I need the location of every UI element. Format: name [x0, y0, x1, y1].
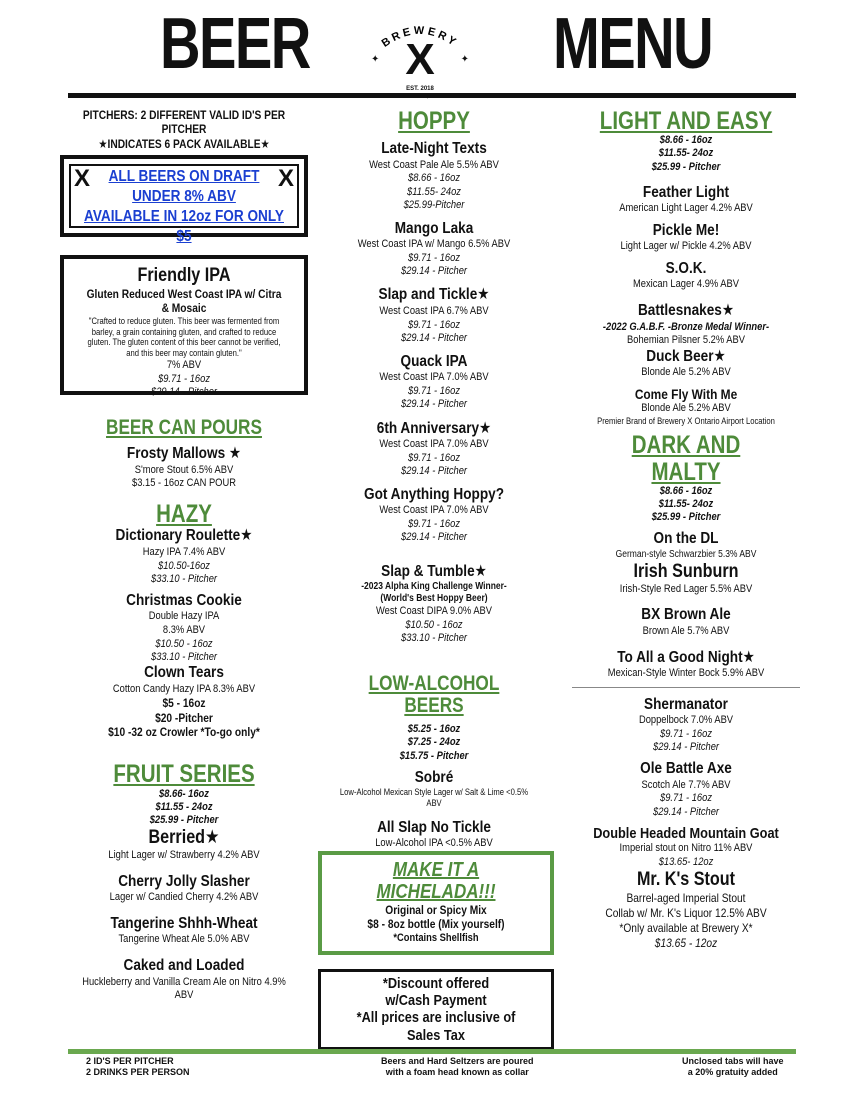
beer-desc: Scotch Ale 7.7% ABV — [641, 778, 731, 791]
price: $7.25 - 24oz — [407, 736, 461, 749]
beer-name: Caked and Loaded — [123, 957, 245, 975]
beer-desc: S'more Stout 6.5% ABV — [134, 463, 234, 476]
section-title-dark: DARK AND MALTY — [631, 431, 741, 486]
price: $33.10 - Pitcher — [150, 650, 218, 663]
beer-desc: 8.3% ABV — [162, 624, 206, 637]
footer-line: a 20% gratuity added — [687, 1066, 778, 1077]
hoppy-item — [318, 140, 550, 212]
footer-line: Beers and Hard Seltzers are poured — [381, 1056, 534, 1066]
column-left — [64, 108, 304, 1003]
price: $8.66 - 16oz — [408, 172, 460, 185]
michelada-line: Original or Spicy Mix — [385, 902, 487, 917]
price: $29.14 - Pitcher — [400, 331, 468, 344]
beer-name: To All a Good Night★ — [617, 648, 755, 666]
beer-desc: Mexican-Style Winter Bock 5.9% ABV — [607, 666, 765, 679]
beer-name: Slap and Tickle★ — [378, 286, 490, 304]
footer-right — [682, 1056, 784, 1078]
beer-name: Clown Tears — [144, 664, 224, 682]
beer-desc: West Coast IPA 7.0% ABV — [379, 371, 489, 384]
price: $5.25 - 16oz — [407, 723, 461, 736]
beer-name: Friendly IPA — [137, 265, 231, 287]
price: $29.14 - Pitcher — [400, 265, 468, 278]
beer-name: Berried★ — [148, 827, 220, 849]
award: (World's Best Hoppy Beer) — [380, 592, 488, 604]
beer-name: Shermanator — [644, 695, 728, 713]
x-mark-icon: X — [277, 165, 294, 193]
price: $29.14 - Pitcher — [400, 531, 468, 544]
beer-name: Tangerine Shhh-Wheat — [110, 915, 258, 932]
section-title-light: LIGHT AND EASY — [599, 107, 773, 135]
price: $29.14 - Pitcher — [150, 385, 218, 398]
beer-desc: Lager w/ Candied Cherry 4.2% ABV — [109, 891, 259, 904]
footer-line: Unclosed tabs will have — [682, 1056, 784, 1066]
price: $25.99 - Pitcher — [149, 814, 219, 827]
price: $10.50 - 16oz — [155, 637, 213, 650]
footer-line: with a foam head known as collar — [385, 1066, 529, 1077]
price: $9.71 - 16oz — [408, 252, 460, 265]
beer-subtitle: Gluten Reduced West Coast IPA w/ Citra & Mosaic — [86, 287, 282, 316]
beer-note: Premier Brand of Brewery X Ontario Airport Location — [597, 415, 775, 426]
beer-desc: Low-Alcohol Mexican Style Lager w/ Salt & Lime <0.5% ABV — [339, 787, 529, 808]
hoppy-item — [318, 286, 550, 345]
michelada-box — [318, 851, 554, 955]
star-icon: ✦ — [460, 54, 469, 65]
beer-desc: Low-Alcohol IPA <0.5% ABV — [375, 837, 493, 850]
footer-center — [381, 1056, 534, 1078]
beer-desc: West Coast IPA 7.0% ABV — [379, 504, 489, 517]
footer-rule — [68, 1049, 796, 1054]
price: $11.55- 24oz — [658, 147, 714, 160]
award: -2023 Alpha King Challenge Winner- — [361, 580, 507, 592]
price: $29.14 - Pitcher — [652, 805, 720, 818]
beer-desc: West Coast IPA w/ Mango 6.5% ABV — [357, 238, 511, 251]
beer-name: Ole Battle Axe — [640, 760, 732, 778]
beer-desc: Blonde Ale 5.2% ABV — [641, 365, 731, 378]
friendly-ipa-box — [60, 255, 308, 398]
footer-line: 2 DRINKS PER PERSON — [86, 1066, 190, 1077]
price: $15.75 - Pitcher — [399, 749, 469, 762]
price: $9.71 - 16oz — [158, 372, 210, 385]
price: $25.99-Pitcher — [403, 198, 465, 211]
beer-desc: Blonde Ale 5.2% ABV — [641, 401, 731, 414]
section-title-hoppy: HOPPY — [398, 107, 470, 135]
beer-desc: West Coast IPA 7.0% ABV — [379, 437, 489, 450]
price: $29.14 - Pitcher — [400, 464, 468, 477]
divider — [572, 687, 800, 688]
discount-box — [318, 969, 554, 1050]
price: $13.65 - 12oz — [654, 935, 718, 950]
price: $10 -32 oz Crowler *To-go only* — [108, 725, 260, 740]
price: $9.71 - 16oz — [660, 792, 712, 805]
beer-desc: Barrel-aged Imperial Stout — [626, 890, 746, 905]
hoppy-item — [318, 420, 550, 479]
footer-left — [86, 1056, 190, 1078]
beer-desc: Light Lager w/ Strawberry 4.2% ABV — [108, 849, 260, 862]
price: $5 - 16oz — [162, 696, 206, 711]
beer-name: BX Brown Ale — [641, 606, 731, 624]
price: $11.55 - 24oz — [155, 800, 213, 813]
beer-name: On the DL — [653, 530, 719, 548]
beer-name: Come Fly With Me — [634, 385, 738, 402]
beer-name: All Slap No Tickle — [377, 818, 491, 836]
brewery-x-logo — [365, 24, 475, 90]
beer-name: Mango Laka — [394, 219, 474, 237]
hoppy-list — [318, 140, 550, 544]
beer-desc: Huckleberry and Vanilla Cream Ale on Nitro 4.9% ABV — [82, 975, 286, 1002]
price: $33.10 - Pitcher — [150, 572, 218, 585]
beer-name: Double Headed Mountain Goat — [593, 824, 779, 842]
column-right — [576, 108, 796, 950]
beer-name: Duck Beer★ — [646, 347, 726, 365]
beer-desc: Brown Ale 5.7% ABV — [642, 624, 730, 637]
draft-line: AVAILABLE IN 12oz FOR ONLY $5 — [84, 208, 284, 246]
beer-name: Frosty Mallows ★ — [126, 445, 242, 463]
price: $29.14 - Pitcher — [652, 741, 720, 753]
beer-desc: Mexican Lager 4.9% ABV — [632, 278, 740, 291]
beer-name: Mr. K's Stout — [636, 868, 736, 890]
price: $9.71 - 16oz — [408, 318, 460, 331]
beer-desc: Double Hazy IPA — [148, 610, 220, 623]
discount-line: *All prices are inclusive of Sales Tax — [356, 1009, 516, 1044]
draft-line: ALL BEERS ON DRAFT — [108, 168, 260, 186]
discount-line: *Discount offered — [382, 974, 490, 992]
price: $3.15 - 16oz CAN POUR — [132, 477, 236, 490]
price: $25.99 - Pitcher — [651, 511, 721, 524]
section-title-hazy: HAZY — [156, 500, 212, 529]
beer-desc: Irish-Style Red Lager 5.5% ABV — [619, 582, 753, 595]
award: -2022 G.A.B.F. -Bronze Medal Winner- — [602, 320, 770, 333]
beer-desc: Imperial stout on Nitro 11% ABV — [619, 841, 753, 854]
price: $13.65- 12oz — [658, 855, 714, 868]
price: $11.55- 24oz — [658, 498, 714, 511]
price: $33.10 - Pitcher — [400, 631, 468, 644]
price: $29.14 - Pitcher — [400, 398, 468, 411]
pitcher-notice: PITCHERS: 2 DIFFERENT VALID ID'S PER PITCHER — [82, 108, 286, 137]
header-rule — [68, 93, 796, 98]
star-icon: ✦ — [371, 54, 380, 65]
beer-name: S.O.K. — [665, 260, 707, 278]
beer-desc: Hazy IPA 7.4% ABV — [142, 545, 226, 558]
beer-desc: Cotton Candy Hazy IPA 8.3% ABV — [112, 682, 256, 695]
beer-desc: Collab w/ Mr. K's Liquor 12.5% ABV — [605, 905, 767, 920]
beer-name: Quack IPA — [400, 352, 468, 370]
footer-line: 2 ID'S PER PITCHER — [86, 1056, 174, 1066]
draft-line: UNDER 8% ABV — [132, 188, 236, 206]
six-pack-notice: ★INDICATES 6 PACK AVAILABLE★ — [98, 136, 270, 151]
section-title-can-pours: BEER CAN POURS — [106, 416, 262, 440]
price: $11.55- 24oz — [407, 185, 461, 198]
beer-name: 6th Anniversary★ — [376, 419, 492, 437]
discount-line: w/Cash Payment — [385, 992, 487, 1010]
price: $25.99 - Pitcher — [651, 160, 721, 173]
price: $9.71 - 16oz — [660, 727, 712, 740]
beer-name: Battlesnakes★ — [637, 302, 735, 320]
beer-desc: Doppelbock 7.0% ABV — [638, 714, 734, 727]
price: $8.66- 16oz — [159, 787, 209, 800]
michelada-line: $8 - 8oz bottle (Mix yourself) — [367, 917, 505, 932]
hoppy-item — [318, 486, 550, 545]
price: $8.66 - 16oz — [659, 134, 713, 147]
beer-desc: Bohemian Pilsner 5.2% ABV — [627, 333, 745, 346]
svg-text:BREWERY: BREWERY — [379, 24, 461, 50]
beer-name: Dictionary Roulette★ — [115, 527, 253, 545]
beer-desc: West Coast IPA 6.7% ABV — [379, 304, 489, 317]
beer-name: Sobré — [414, 768, 454, 786]
beer-desc: American Light Lager 4.2% ABV — [619, 202, 753, 215]
column-center — [318, 108, 550, 1050]
beer-desc: West Coast Pale Ale 5.5% ABV — [369, 158, 499, 171]
logo-x-mark: X — [405, 35, 435, 84]
price: $8.66 - 16oz — [659, 484, 713, 497]
beer-name: Irish Sunburn — [633, 560, 739, 582]
price: $20 -Pitcher — [155, 710, 213, 725]
beer-name: Feather Light — [642, 183, 730, 201]
michelada-line: *Contains Shellfish — [393, 931, 479, 944]
beer-desc: Light Lager w/ Pickle 4.2% ABV — [620, 240, 752, 253]
price: $10.50 - 16oz — [405, 618, 463, 631]
draft-promo-box — [60, 155, 308, 246]
beer-desc: German-style Schwarzbier 5.3% ABV — [615, 548, 757, 560]
section-title-fruit: FRUIT SERIES — [113, 760, 255, 789]
beer-desc: Tangerine Wheat Ale 5.0% ABV — [118, 933, 250, 946]
price: $10.50-16oz — [157, 559, 210, 572]
section-title-low-alcohol: LOW-ALCOHOL BEERS — [368, 672, 500, 718]
hoppy-item — [318, 220, 550, 279]
beer-name: Slap & Tumble★ — [381, 562, 487, 580]
price: $9.71 - 16oz — [408, 385, 460, 398]
logo-est: EST. 2018 — [406, 86, 434, 92]
price: $9.71 - 16oz — [408, 518, 460, 531]
michelada-title: MAKE IT A MICHELADA!!! — [376, 858, 496, 903]
x-mark-icon: X — [74, 165, 91, 193]
beer-desc: West Coast DIPA 9.0% ABV — [375, 604, 493, 617]
title-menu: MENU — [553, 4, 713, 84]
beer-name: Cherry Jolly Slasher — [118, 872, 250, 890]
beer-desc: *Only available at Brewery X* — [619, 920, 753, 935]
beer-name: Late-Night Texts — [381, 140, 487, 158]
title-beer: BEER — [160, 4, 310, 84]
beer-name: Christmas Cookie — [126, 591, 242, 609]
beer-name: Pickle Me! — [652, 221, 720, 239]
hoppy-item — [318, 353, 550, 412]
price: $9.71 - 16oz — [408, 451, 460, 464]
beer-name: Got Anything Hoppy? — [363, 486, 505, 504]
beer-abv: 7% ABV — [166, 358, 202, 371]
gluten-note: "Crafted to reduce gluten. This beer was fermented from barley, a grain containing gluten, and crafted to reduce gluten. The gluten content of this beer cannot be verified, and this beer may contain gluten." — [87, 315, 281, 359]
